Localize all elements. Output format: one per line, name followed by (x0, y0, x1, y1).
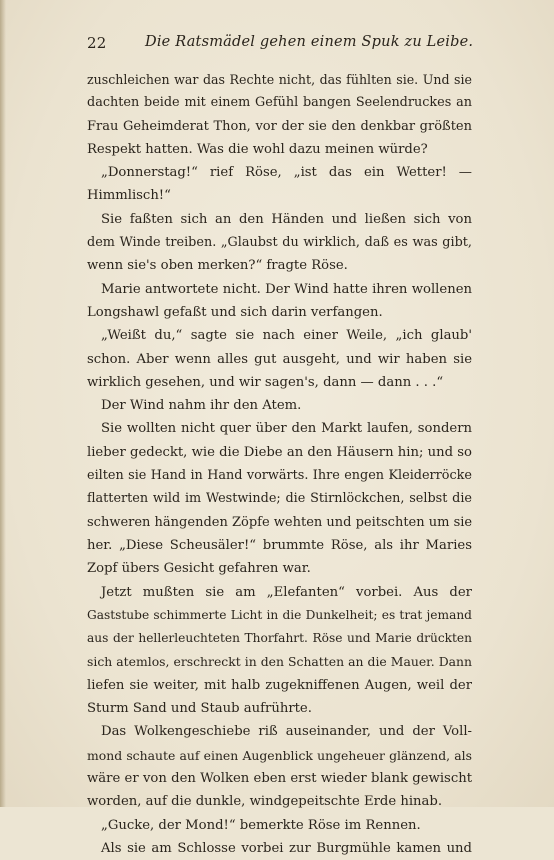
text-line: sich atemlos, erschreckt in den Schatten an die Mauer. Dann (87, 654, 472, 670)
text-line: „Donnerstag!“ rief Röse, „ist das ein Wetter! — (101, 165, 472, 181)
text-line: her. „Diese Scheusäler!“ brummte Röse, als ihr Maries (87, 537, 472, 553)
text-line: wenn sie's oben merken?“ fragte Röse. (87, 258, 348, 274)
text-line: eilten sie Hand in Hand vorwärts. Ihre engen Kleiderröcke (87, 468, 472, 484)
text-line: wirklich gesehen, und wir sagen's, dann — dann . . .“ (87, 374, 444, 390)
text-line: Der Wind nahm ihr den Atem. (101, 398, 302, 414)
page-binding-shadow (0, 0, 6, 807)
text-line: Sie faßten sich an den Händen und ließen sich von (101, 211, 472, 227)
text-line: „Weißt du,“ sagte sie nach einer Weile, „ich glaub' (101, 328, 472, 344)
text-line: lieber gedeckt, wie die Diebe an den Häusern hin; und so (87, 444, 472, 460)
body-text (87, 68, 472, 860)
text-line: zuschleichen war das Rechte nicht, das fühlten sie. Und sie (87, 72, 472, 87)
text-line: Frau Geheimderat Thon, vor der sie den denkbar größten (87, 118, 472, 134)
text-line: dachten beide mit einem Gefühl bangen Seelendruckes an (87, 95, 472, 111)
text-line: schon. Aber wenn alles gut ausgeht, und wir haben sie (87, 351, 472, 367)
text-line: Respekt hatten. Was die wohl dazu meinen würde? (87, 141, 428, 157)
text-line: Sie wollten nicht quer über den Markt laufen, sondern (101, 421, 472, 437)
text-line: Jetzt mußten sie am „Elefanten“ vorbei. Aus der (101, 584, 472, 600)
text-line: liefen sie weiter, mit halb zugekniffenen Augen, weil der (87, 677, 472, 693)
text-line: worden, auf die dunkle, windgepeitschte Erde hinab. (87, 794, 443, 810)
text-line: Himmlisch!“ (87, 188, 171, 204)
text-line: dem Winde treiben. „Glaubst du wirklich, daß es was gibt, (87, 235, 472, 251)
page-number: 22 (87, 34, 107, 52)
text-line: Das Wolkengeschiebe riß auseinander, und der Voll- (101, 724, 472, 740)
text-line: schweren hängenden Zöpfe wehten und peitschten um sie (87, 514, 472, 530)
text-line: Zopf übers Gesicht gefahren war. (87, 561, 311, 577)
running-title: Die Ratsmädel gehen einem Spuk zu Leibe. (145, 34, 474, 50)
text-line: Marie antwortete nicht. Der Wind hatte ihren wollenen (101, 281, 472, 297)
text-line: Sturm Sand und Staub aufrührte. (87, 701, 312, 717)
text-line: Longshawl gefaßt und sich darin verfangen. (87, 304, 383, 320)
text-line: „Gucke, der Mond!“ bemerkte Röse im Rennen. (101, 817, 421, 833)
text-line: wäre er von den Wolken eben erst wieder blank gewischt (87, 770, 472, 786)
text-line: Als sie am Schlosse vorbei zur Burgmühle kamen und (101, 840, 472, 856)
text-line: Gaststube schimmerte Licht in die Dunkelheit; es trat jemand (87, 607, 472, 622)
page-header (87, 34, 474, 56)
text-line: mond schaute auf einen Augenblick ungeheuer glänzend, als (87, 747, 472, 763)
text-line: flatterten wild im Westwinde; die Stirnlöckchen, selbst die (87, 491, 472, 507)
text-line: aus der hellerleuchteten Thorfahrt. Röse und Marie drückten (87, 631, 472, 646)
